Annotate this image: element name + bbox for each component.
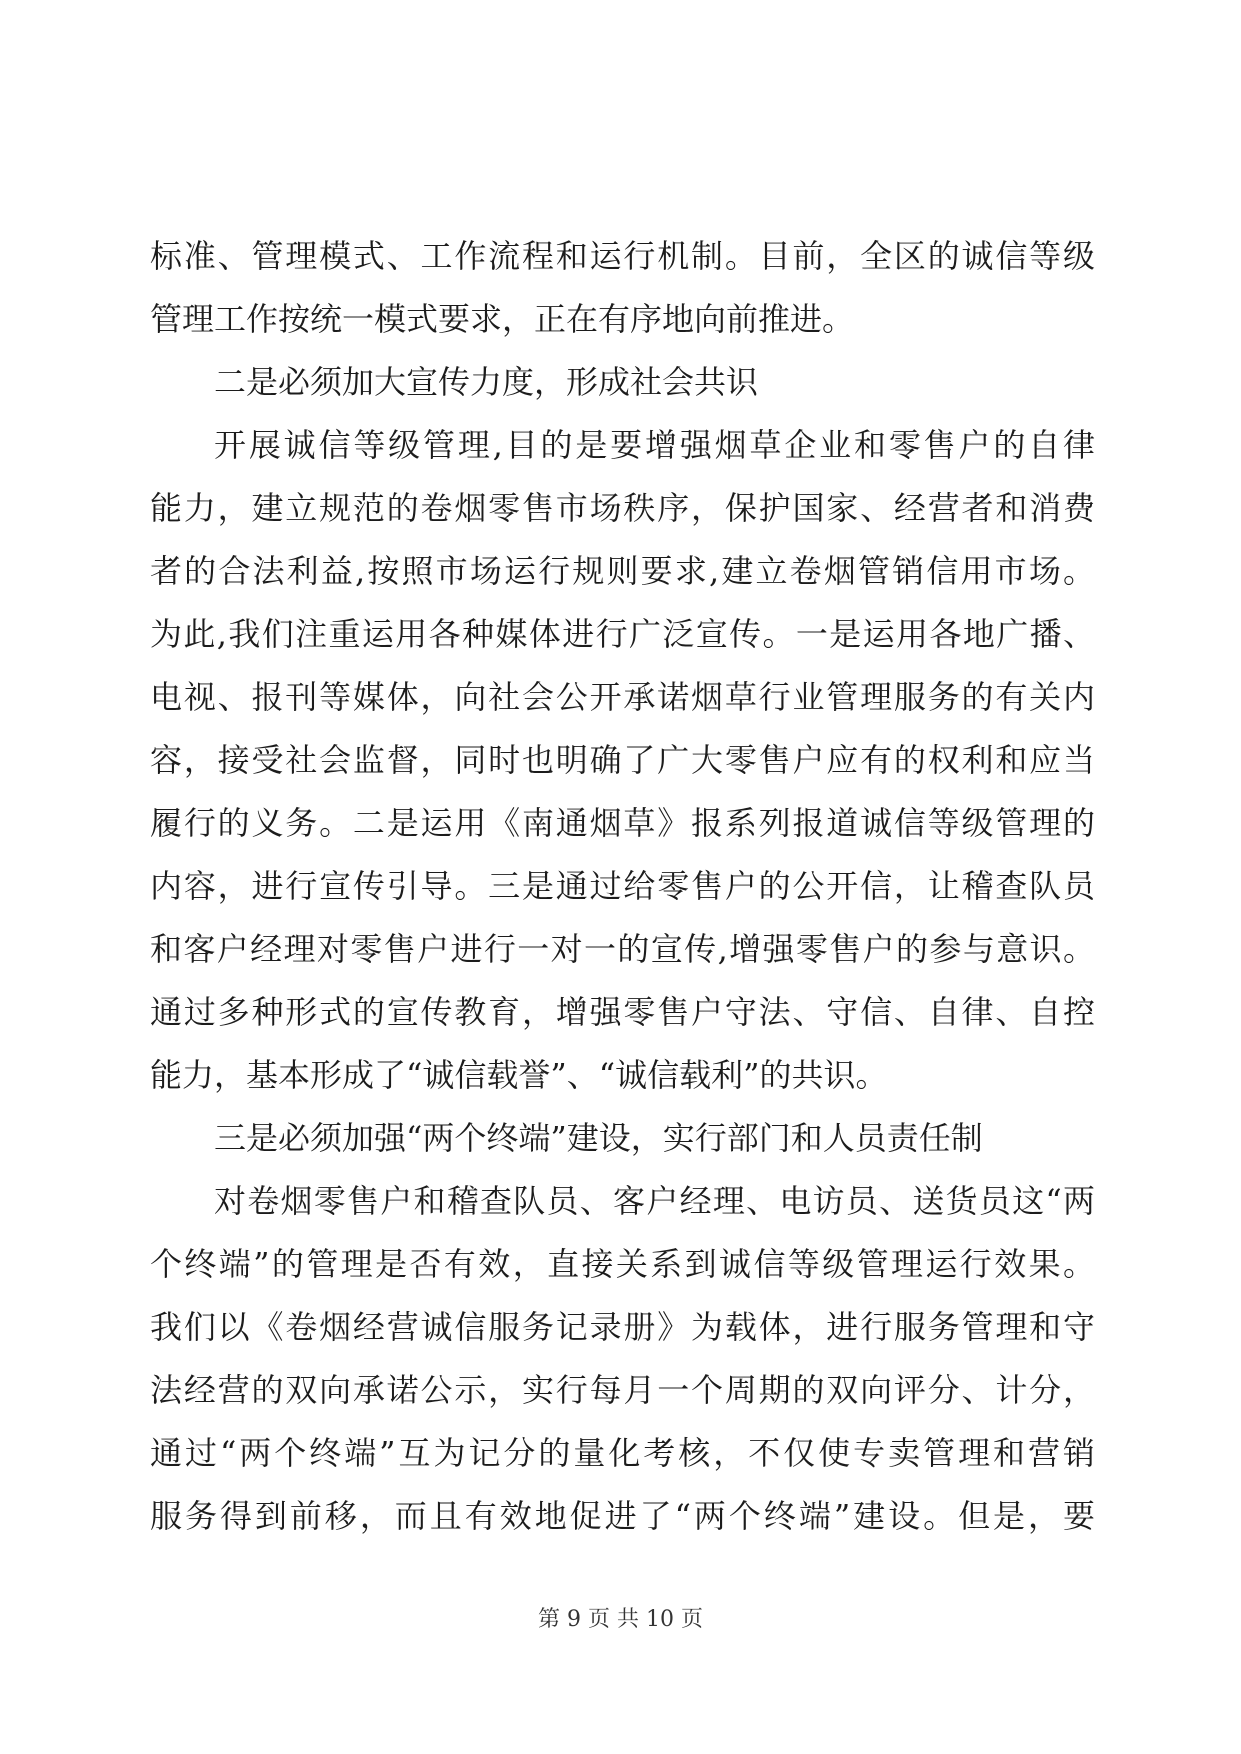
text-line: 管理工作按统一模式要求，正在有序地向前推进。 <box>150 300 855 338</box>
text-line: 对卷烟零售户和稽查队员、客户经理、电访员、送货员这“两 <box>214 1182 1095 1220</box>
body-text <box>150 225 1095 1548</box>
paragraph <box>150 414 1095 1107</box>
text-line: 标准、管理模式、工作流程和运行机制。目前，全区的诚信等级 <box>150 237 1095 275</box>
text-line: 电视、报刊等媒体，向社会公开承诺烟草行业管理服务的有关内 <box>150 678 1095 716</box>
text-line: 个终端”的管理是否有效，直接关系到诚信等级管理运行效果。 <box>150 1245 1095 1283</box>
text-line: 为此,我们注重运用各种媒体进行广泛宣传。一是运用各地广播、 <box>150 615 1095 653</box>
text-line: 法经营的双向承诺公示，实行每月一个周期的双向评分、计分， <box>150 1371 1095 1409</box>
text-line: 容，接受社会监督，同时也明确了广大零售户应有的权利和应当 <box>150 741 1095 779</box>
section-heading <box>150 351 1095 414</box>
text-line: 能力，基本形成了“诚信载誉”、“诚信载利”的共识。 <box>150 1056 888 1094</box>
text-line: 通过多种形式的宣传教育，增强零售户守法、守信、自律、自控 <box>150 993 1095 1031</box>
text-line: 开展诚信等级管理,目的是要增强烟草企业和零售户的自律 <box>214 426 1095 464</box>
paragraph <box>150 225 1095 351</box>
text-line: 者的合法利益,按照市场运行规则要求,建立卷烟管销信用市场。 <box>150 552 1095 590</box>
text-line: 通过“两个终端”互为记分的量化考核，不仅使专卖管理和营销 <box>150 1434 1095 1472</box>
text-line: 我们以《卷烟经营诚信服务记录册》为载体，进行服务管理和守 <box>150 1308 1095 1346</box>
text-line: 履行的义务。二是运用《南通烟草》报系列报道诚信等级管理的 <box>150 804 1095 842</box>
text-line: 能力，建立规范的卷烟零售市场秩序，保护国家、经营者和消费 <box>150 489 1095 527</box>
text-line: 三是必须加强“两个终端”建设，实行部门和人员责任制 <box>214 1119 983 1157</box>
text-line: 二是必须加大宣传力度，形成社会共识 <box>214 363 759 401</box>
section-heading <box>150 1107 1095 1170</box>
page-number-label: 第 9 页 共 10 页 <box>538 1607 703 1632</box>
page-footer <box>0 1600 1241 1640</box>
paragraph <box>150 1170 1095 1548</box>
text-line: 和客户经理对零售户进行一对一的宣传,增强零售户的参与意识。 <box>150 930 1095 968</box>
text-line: 服务得到前移，而且有效地促进了“两个终端”建设。但是，要 <box>150 1497 1095 1535</box>
text-line: 内容，进行宣传引导。三是通过给零售户的公开信，让稽查队员 <box>150 867 1095 905</box>
